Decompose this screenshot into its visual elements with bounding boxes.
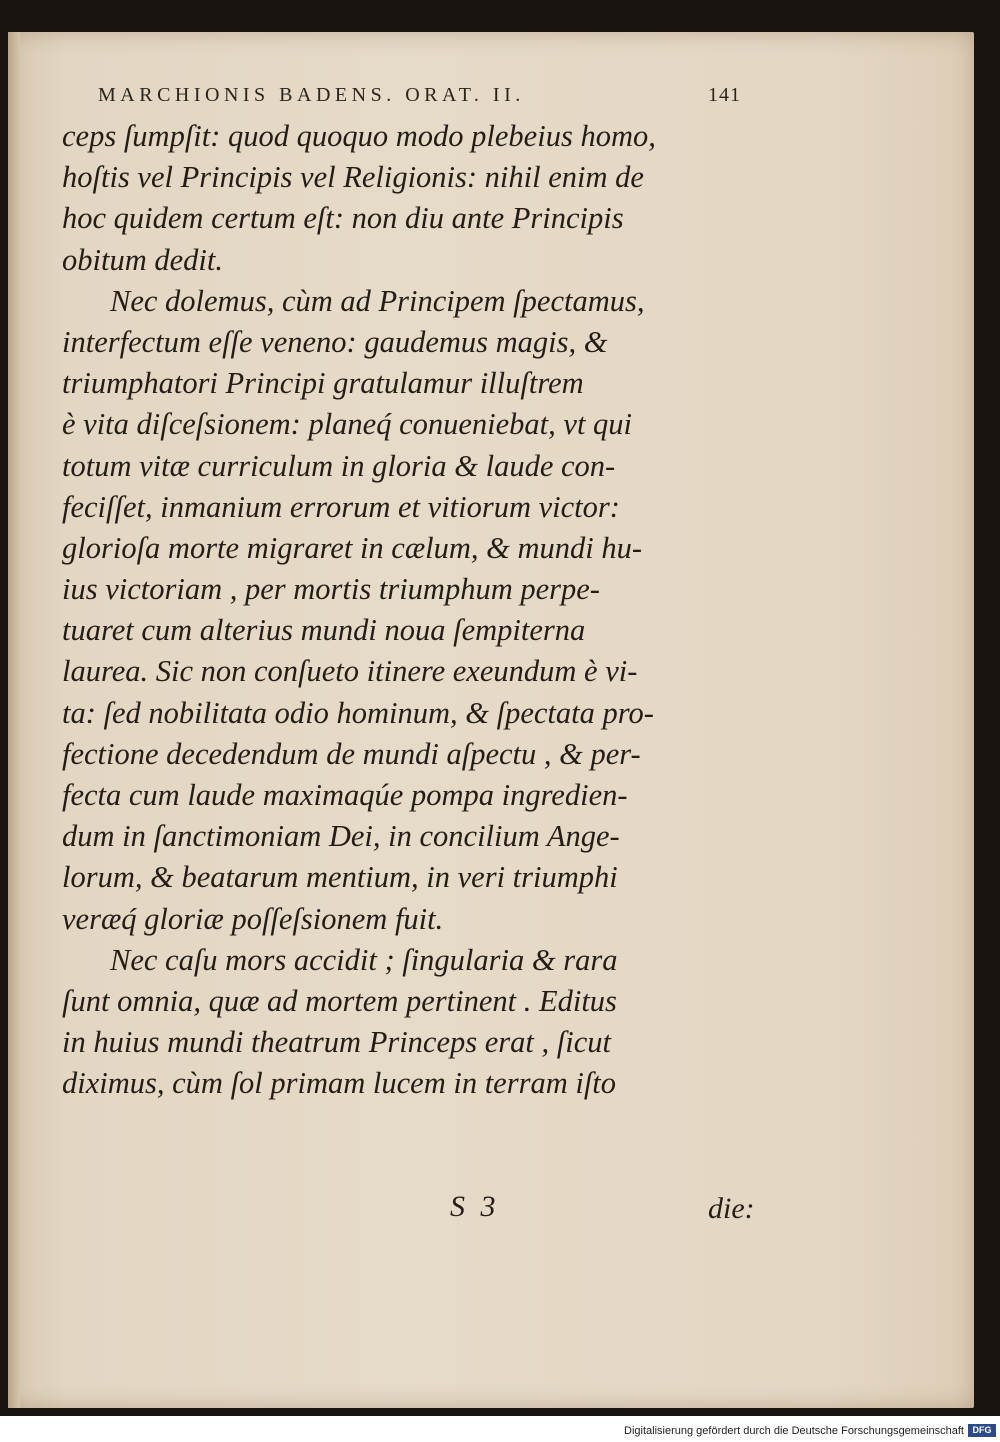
text-line: triumphatori Principi gratulamur illuſtrem [62,366,584,401]
text-line: ta: ſed nobilitata odio hominum, & ſpectata pro- [62,695,654,730]
funding-credit: Digitalisierung gefördert durch die Deutsche Forschungsgemeinschaft [624,1425,964,1437]
text-line: interfectum eſſe veneno: gaudemus magis, & [62,324,608,359]
text-line: laurea. Sic non conſueto itinere exeundum è vi- [62,654,638,689]
catchword: die: [708,1192,755,1225]
text-line: fectione decedendum de mundi aſpectu , & per- [62,736,641,771]
text-line: ceps ſumpſit: quod quoquo modo plebeius homo, [62,119,656,153]
paragraph-first-line: Nec dolemus, cùm ad Principem ſpectamus, [110,283,645,318]
text-line: ius victoriam , per mortis triumphum perpe- [62,572,600,607]
paragraph-first-line: Nec caſu mors accidit ; ſingularia & rara [110,942,618,977]
running-head: MARCHIONIS BADENS. ORAT. II. [98,84,525,106]
text-line: feciſſet, inmanium errorum et vitiorum victor: [62,489,620,524]
text-line: totum vitæ curriculum in gloria & laude con- [62,448,616,483]
page-number: 141 [708,84,741,106]
text-line: veræq́ gloriæ poſſeſsionem fuit. [62,901,444,936]
text-line: hoc quidem certum eſt: non diu ante Principis [62,201,624,236]
text-line: hoſtis vel Principis vel Religionis: nihil enim de [62,160,644,195]
signature-mark: S 3 [450,1190,500,1223]
dfg-logo: DFG [968,1424,996,1437]
body-text [62,116,774,1105]
text-line: dum in ſanctimoniam Dei, in concilium Ange- [62,819,620,854]
text-line: tuaret cum alterius mundi noua ſempiterna [62,613,586,648]
text-line: ſunt omnia, quæ ad mortem pertinent . Editus [62,983,617,1018]
text-line: è vita diſceſsionem: planeq́ conueniebat, vt qui [62,407,633,442]
text-line: fecta cum laude maximaqúe pompa ingredien- [62,778,628,812]
text-line: glorioſa morte migraret in cælum, & mundi hu- [62,530,643,565]
text-line: obitum dedit. [62,242,223,277]
text-line: lorum, & beatarum mentium, in veri triumphi [62,860,618,895]
page-gutter-edge [8,32,20,1408]
text-line: diximus, cùm ſol primam lucem in terram iſto [62,1066,617,1101]
text-line: in huius mundi theatrum Princeps erat , ſicut [62,1025,611,1060]
